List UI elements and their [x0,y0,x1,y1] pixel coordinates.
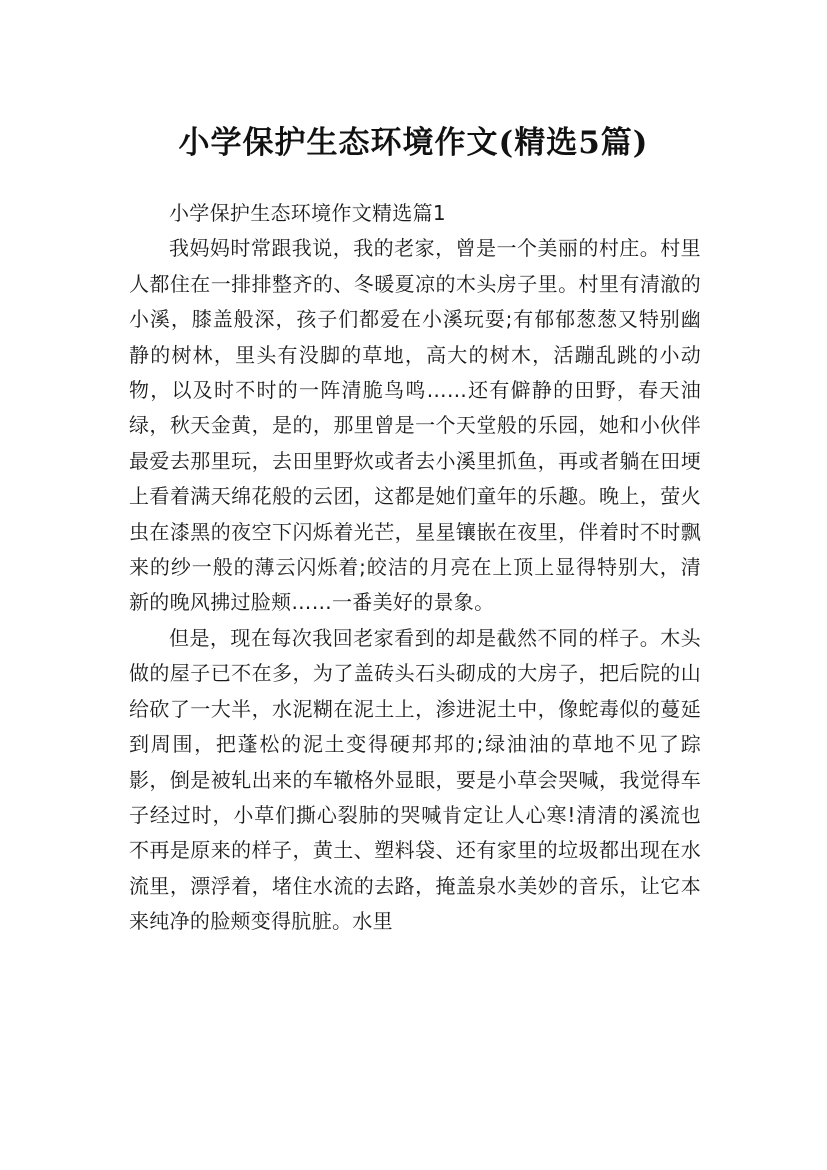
document-title: 小学保护生态环境作文(精选5篇) [178,124,649,161]
paragraph-1: 我妈妈时常跟我说，我的老家，曾是一个美丽的村庄。村里人都住在一排排整齐的、冬暖夏凉的木头房子里。村里有清澈的小溪，膝盖般深，孩子们都爱在小溪玩耍;有郁郁葱葱又特别幽静的树林，里头有没脚的草地，高大的树木，活蹦乱跳的小动物，以及时不时的一阵清脆鸟鸣……还有僻静的田野，春天油绿，秋天金黄，是的，那里曾是一个天堂般的乐园，她和小伙伴最爱去那里玩，去田里野炊或者去小溪里抓鱼，再或者躺在田埂上看着满天绵花般的云团，这都是她们童年的乐趣。晚上，萤火虫在漆黑的夜空下闪烁着光芒，星星镶嵌在夜里，伴着时不时飘来的纱一般的薄云闪烁着;皎洁的月亮在上顶上显得特别大，清新的晚风拂过脸颊……一番美好的景象。 [129,236,701,615]
paragraph-2: 但是，现在每次我回老家看到的却是截然不同的样子。木头做的屋子已不在多，为了盖砖头石头砌成的大房子，把后院的山给砍了一大半，水泥糊在泥土上，渗进泥土中，像蛇毒似的蔓延到周围，把蓬松的泥土变得硬邦邦的;绿油油的草地不见了踪影，倒是被轧出来的车辙格外显眼，要是小草会哭喊，我觉得车子经过时，小草们撕心裂肺的哭喊肯定让人心寒!清清的溪流也不再是原来的样子，黄土、塑料袋、还有家里的垃圾都出现在水流里，漂浮着，堵住水流的去路，掩盖泉水美妙的音乐，让它本来纯净的脸颊变得肮脏。水里 [129,625,701,934]
document-body [129,196,701,940]
section-heading: 小学保护生态环境作文精选篇1 [169,201,446,225]
